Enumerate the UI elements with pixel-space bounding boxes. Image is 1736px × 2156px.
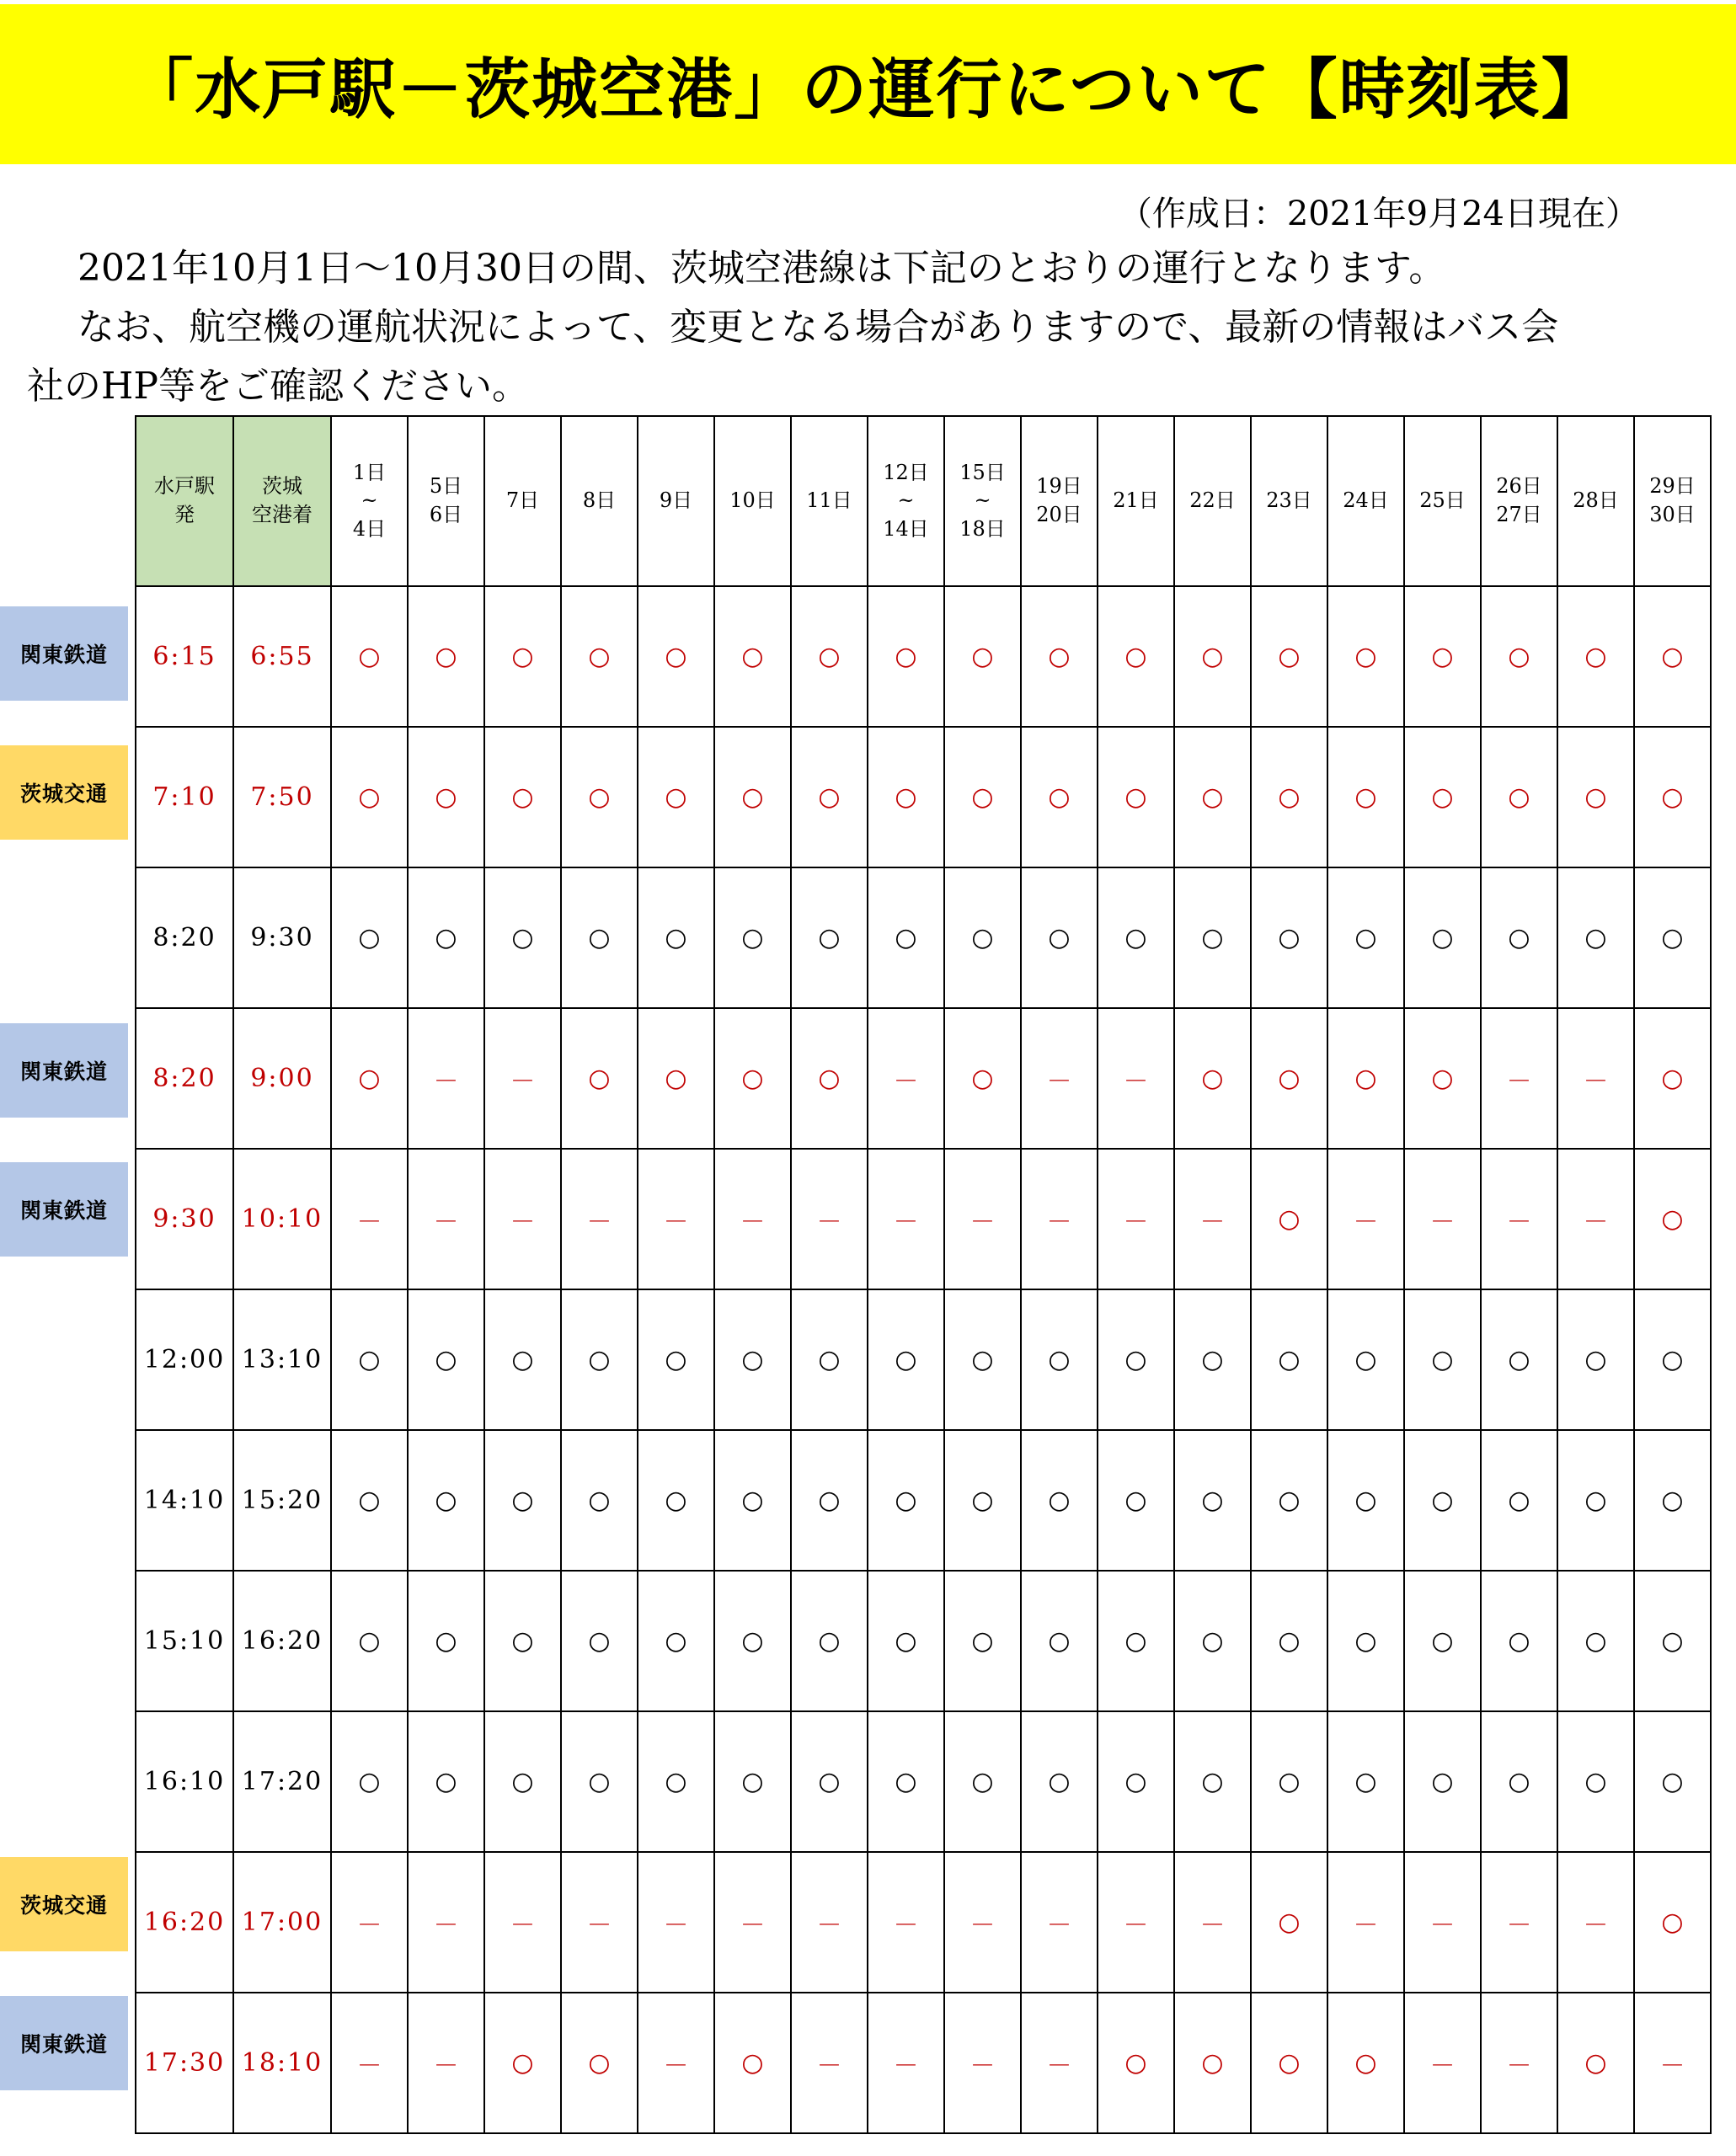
date-header (408, 416, 484, 586)
date-header-line: 8日 (582, 488, 617, 513)
timetable-row (136, 1430, 1711, 1571)
date-header-line: 4日 (352, 516, 387, 541)
operating-mark: ○ (791, 727, 868, 867)
operating-mark: ○ (561, 727, 638, 867)
operator-label: 関東鉄道 (0, 1023, 128, 1118)
date-header-line: 6日 (429, 503, 463, 526)
date-header-line: 12日 (883, 460, 929, 484)
depart-header-line-2: 発 (174, 503, 195, 526)
operating-mark: ○ (1174, 586, 1251, 727)
not-operating-mark: － (1557, 1149, 1634, 1289)
operating-mark: ○ (868, 1430, 944, 1571)
operating-mark: ○ (1251, 1711, 1327, 1852)
date-header-line: 25日 (1419, 488, 1466, 513)
operating-mark: ○ (1098, 1289, 1174, 1430)
not-operating-mark: － (638, 1852, 714, 1993)
date-header (484, 416, 561, 586)
operating-mark: ○ (1557, 1289, 1634, 1430)
not-operating-mark: － (1021, 1993, 1098, 2133)
depart-time: 16:20 (136, 1852, 233, 1993)
operating-mark: ○ (1174, 1711, 1251, 1852)
operating-mark: ○ (561, 1289, 638, 1430)
operating-mark: ○ (791, 1008, 868, 1149)
not-operating-mark: － (1481, 1008, 1557, 1149)
operating-mark: ○ (1481, 1571, 1557, 1711)
operating-mark: ○ (638, 1430, 714, 1571)
operating-mark: ○ (1327, 867, 1404, 1008)
date-header-line: 10日 (729, 488, 776, 513)
operating-mark: ○ (714, 1711, 791, 1852)
operating-mark: ○ (944, 1571, 1021, 1711)
arrive-header (233, 416, 331, 586)
operating-mark: ○ (1634, 1852, 1711, 1993)
operating-mark: ○ (1251, 586, 1327, 727)
date-header-line: 28日 (1573, 488, 1619, 513)
not-operating-mark: － (638, 1993, 714, 2133)
operating-mark: ○ (868, 1571, 944, 1711)
operating-mark: ○ (1481, 727, 1557, 867)
operating-mark: ○ (714, 867, 791, 1008)
operating-mark: ○ (1251, 1008, 1327, 1149)
timetable (135, 415, 1712, 2134)
operating-mark: ○ (868, 727, 944, 867)
operating-mark: ○ (1174, 727, 1251, 867)
not-operating-mark: － (1481, 1993, 1557, 2133)
operating-mark: ○ (1021, 727, 1098, 867)
not-operating-mark: － (868, 1149, 944, 1289)
operating-mark: ○ (484, 1571, 561, 1711)
operating-mark: ○ (1557, 727, 1634, 867)
timetable-row (136, 1852, 1711, 1993)
timetable-row (136, 1289, 1711, 1430)
date-header-line: 22日 (1189, 488, 1236, 513)
date-header-line: 26日 (1496, 474, 1542, 499)
not-operating-mark: － (791, 1149, 868, 1289)
operating-mark: ○ (561, 1430, 638, 1571)
page-title: 「水戸駅－茨城空港」の運行について【時刻表】 (127, 52, 1609, 128)
timetable-row (136, 1008, 1711, 1149)
operating-mark: ○ (561, 586, 638, 727)
operating-mark: ○ (484, 867, 561, 1008)
operator-label: 関東鉄道 (0, 1162, 128, 1257)
operating-mark: ○ (408, 1430, 484, 1571)
date-header (944, 416, 1021, 586)
operator-label: 茨城交通 (0, 1857, 128, 1951)
operating-mark: ○ (1557, 867, 1634, 1008)
operating-mark: ○ (944, 1711, 1021, 1852)
operating-mark: ○ (1174, 1430, 1251, 1571)
depart-time: 8:20 (136, 1008, 233, 1149)
date-header-line: 21日 (1113, 488, 1159, 513)
arrive-time: 15:20 (233, 1430, 331, 1571)
operating-mark: ○ (638, 1008, 714, 1149)
operator-label: 関東鉄道 (0, 1996, 128, 2090)
not-operating-mark: － (714, 1149, 791, 1289)
operating-mark: ○ (714, 727, 791, 867)
operating-mark: ○ (791, 586, 868, 727)
date-header (714, 416, 791, 586)
operating-mark: ○ (1174, 1289, 1251, 1430)
operator-label: 茨城交通 (0, 745, 128, 840)
not-operating-mark: － (1021, 1008, 1098, 1149)
operating-mark: ○ (1481, 867, 1557, 1008)
not-operating-mark: － (561, 1852, 638, 1993)
operating-mark: ○ (944, 727, 1021, 867)
operating-mark: ○ (1251, 727, 1327, 867)
not-operating-mark: － (1557, 1852, 1634, 1993)
not-operating-mark: － (561, 1149, 638, 1289)
operating-mark: ○ (408, 586, 484, 727)
operating-mark: ○ (331, 1430, 408, 1571)
arrive-time: 9:30 (233, 867, 331, 1008)
not-operating-mark: － (1481, 1852, 1557, 1993)
operating-mark: ○ (1634, 1430, 1711, 1571)
operating-mark: ○ (1481, 1711, 1557, 1852)
notice-paragraph-3: 社のHP等をご確認ください。 (27, 365, 529, 408)
title-banner (0, 4, 1736, 164)
date-header-line: 29日 (1649, 474, 1696, 499)
arrive-header-line-1: 茨城 (262, 474, 302, 499)
operating-mark: ○ (868, 1711, 944, 1852)
operating-mark: ○ (331, 1711, 408, 1852)
not-operating-mark: － (1634, 1993, 1711, 2133)
date-header-line: ~ (897, 488, 915, 513)
operating-mark: ○ (331, 727, 408, 867)
arrive-time: 9:00 (233, 1008, 331, 1149)
date-header-line: 24日 (1343, 488, 1389, 513)
operating-mark: ○ (638, 867, 714, 1008)
not-operating-mark: － (484, 1149, 561, 1289)
operating-mark: ○ (1634, 1289, 1711, 1430)
operating-mark: ○ (1557, 1993, 1634, 2133)
not-operating-mark: － (1404, 1149, 1481, 1289)
not-operating-mark: － (714, 1852, 791, 1993)
arrive-time: 18:10 (233, 1993, 331, 2133)
operating-mark: ○ (331, 1008, 408, 1149)
operating-mark: ○ (1481, 586, 1557, 727)
operating-mark: ○ (1251, 1430, 1327, 1571)
operating-mark: ○ (408, 727, 484, 867)
not-operating-mark: － (944, 1852, 1021, 1993)
operating-mark: ○ (1098, 867, 1174, 1008)
operating-mark: ○ (484, 1430, 561, 1571)
date-header (1404, 416, 1481, 586)
operating-mark: ○ (944, 1430, 1021, 1571)
date-header-line: 20日 (1036, 503, 1082, 526)
operating-mark: ○ (408, 867, 484, 1008)
not-operating-mark: － (868, 1993, 944, 2133)
not-operating-mark: － (408, 1993, 484, 2133)
operating-mark: ○ (1098, 586, 1174, 727)
operating-mark: ○ (1251, 1852, 1327, 1993)
operating-mark: ○ (1634, 1571, 1711, 1711)
operating-mark: ○ (1557, 1711, 1634, 1852)
operating-mark: ○ (331, 586, 408, 727)
not-operating-mark: － (1098, 1008, 1174, 1149)
operating-mark: ○ (408, 1711, 484, 1852)
operating-mark: ○ (1404, 1571, 1481, 1711)
not-operating-mark: － (1174, 1852, 1251, 1993)
operating-mark: ○ (791, 1430, 868, 1571)
operating-mark: ○ (1174, 1571, 1251, 1711)
depart-time: 9:30 (136, 1149, 233, 1289)
date-header (1174, 416, 1251, 586)
operating-mark: ○ (1021, 1571, 1098, 1711)
operating-mark: ○ (1557, 1430, 1634, 1571)
operating-mark: ○ (714, 1289, 791, 1430)
date-header-line: 5日 (429, 474, 463, 499)
operating-mark: ○ (561, 1993, 638, 2133)
date-header-line: 30日 (1649, 503, 1696, 526)
operating-mark: ○ (868, 586, 944, 727)
operating-mark: ○ (1404, 1289, 1481, 1430)
operating-mark: ○ (791, 1571, 868, 1711)
operating-mark: ○ (1404, 1430, 1481, 1571)
operating-mark: ○ (331, 1571, 408, 1711)
not-operating-mark: － (408, 1852, 484, 1993)
operating-mark: ○ (1251, 1571, 1327, 1711)
operating-mark: ○ (1404, 586, 1481, 727)
not-operating-mark: － (1481, 1149, 1557, 1289)
operating-mark: ○ (1634, 867, 1711, 1008)
operating-mark: ○ (714, 586, 791, 727)
operating-mark: ○ (1021, 1430, 1098, 1571)
operating-mark: ○ (1098, 1430, 1174, 1571)
operating-mark: ○ (1251, 1993, 1327, 2133)
not-operating-mark: － (1327, 1852, 1404, 1993)
operating-mark: ○ (1557, 1571, 1634, 1711)
date-header-line: 23日 (1266, 488, 1312, 513)
timetable-row (136, 586, 1711, 727)
operating-mark: ○ (1634, 1711, 1711, 1852)
not-operating-mark: － (484, 1008, 561, 1149)
operating-mark: ○ (1174, 1008, 1251, 1149)
depart-header-line-1: 水戸駅 (154, 474, 215, 499)
not-operating-mark: － (1404, 1852, 1481, 1993)
operating-mark: ○ (791, 867, 868, 1008)
not-operating-mark: － (1021, 1852, 1098, 1993)
date-header (1251, 416, 1327, 586)
operating-mark: ○ (484, 1289, 561, 1430)
operating-mark: ○ (638, 1711, 714, 1852)
operating-mark: ○ (1251, 1289, 1327, 1430)
depart-time: 6:15 (136, 586, 233, 727)
not-operating-mark: － (1098, 1149, 1174, 1289)
operating-mark: ○ (714, 1430, 791, 1571)
operating-mark: ○ (1021, 867, 1098, 1008)
operating-mark: ○ (1327, 1008, 1404, 1149)
date-header (331, 416, 408, 586)
timetable-row (136, 867, 1711, 1008)
not-operating-mark: － (1174, 1149, 1251, 1289)
not-operating-mark: － (1557, 1008, 1634, 1149)
date-header (638, 416, 714, 586)
operating-mark: ○ (1174, 867, 1251, 1008)
arrive-time: 17:20 (233, 1711, 331, 1852)
not-operating-mark: － (791, 1993, 868, 2133)
operating-mark: ○ (1021, 586, 1098, 727)
timetable-row (136, 1149, 1711, 1289)
date-header (1098, 416, 1174, 586)
not-operating-mark: － (791, 1852, 868, 1993)
not-operating-mark: － (331, 1149, 408, 1289)
depart-time: 7:10 (136, 727, 233, 867)
operating-mark: ○ (714, 1571, 791, 1711)
operating-mark: ○ (1327, 586, 1404, 727)
date-header (1481, 416, 1557, 586)
operating-mark: ○ (1327, 1993, 1404, 2133)
operating-mark: ○ (1634, 1149, 1711, 1289)
depart-time: 12:00 (136, 1289, 233, 1430)
not-operating-mark: － (331, 1852, 408, 1993)
operating-mark: ○ (1098, 1711, 1174, 1852)
operating-mark: ○ (484, 1711, 561, 1852)
operating-mark: ○ (791, 1289, 868, 1430)
operating-mark: ○ (484, 727, 561, 867)
arrive-time: 6:55 (233, 586, 331, 727)
operating-mark: ○ (561, 1571, 638, 1711)
operating-mark: ○ (1404, 867, 1481, 1008)
date-header (561, 416, 638, 586)
created-date: （作成日：2021年9月24日現在） (1118, 195, 1639, 233)
date-header-line: ~ (361, 488, 378, 513)
date-header-line: 15日 (959, 460, 1006, 484)
not-operating-mark: － (1098, 1852, 1174, 1993)
date-header-line: 9日 (659, 488, 693, 513)
operating-mark: ○ (944, 1008, 1021, 1149)
timetable-row (136, 1993, 1711, 2133)
operating-mark: ○ (1327, 1711, 1404, 1852)
date-header (1327, 416, 1404, 586)
operating-mark: ○ (1174, 1993, 1251, 2133)
date-header-line: 14日 (883, 516, 929, 541)
arrive-time: 17:00 (233, 1852, 331, 1993)
operating-mark: ○ (1021, 1289, 1098, 1430)
operating-mark: ○ (944, 867, 1021, 1008)
operating-mark: ○ (1404, 1711, 1481, 1852)
not-operating-mark: － (484, 1852, 561, 1993)
timetable-row (136, 1571, 1711, 1711)
operating-mark: ○ (1098, 1571, 1174, 1711)
not-operating-mark: － (331, 1993, 408, 2133)
operating-mark: ○ (1327, 727, 1404, 867)
operating-mark: ○ (1557, 586, 1634, 727)
operating-mark: ○ (484, 1993, 561, 2133)
date-header-line: 27日 (1496, 503, 1542, 526)
date-header-line: 7日 (505, 488, 540, 513)
operating-mark: ○ (484, 586, 561, 727)
not-operating-mark: － (1404, 1993, 1481, 2133)
depart-time: 16:10 (136, 1711, 233, 1852)
operator-label: 関東鉄道 (0, 606, 128, 701)
date-header (868, 416, 944, 586)
date-header (1021, 416, 1098, 586)
not-operating-mark: － (1327, 1149, 1404, 1289)
operating-mark: ○ (408, 1289, 484, 1430)
operating-mark: ○ (1251, 1149, 1327, 1289)
operating-mark: ○ (561, 1711, 638, 1852)
date-header-line: 19日 (1036, 474, 1082, 499)
operating-mark: ○ (331, 867, 408, 1008)
not-operating-mark: － (868, 1008, 944, 1149)
arrive-time: 16:20 (233, 1571, 331, 1711)
operating-mark: ○ (1251, 867, 1327, 1008)
operating-mark: ○ (1021, 1711, 1098, 1852)
depart-time: 15:10 (136, 1571, 233, 1711)
notice-paragraph-1: 2021年10月1日～10月30日の間、茨城空港線は下記のとおりの運行となります。 (77, 247, 1446, 290)
not-operating-mark: － (1021, 1149, 1098, 1289)
operating-mark: ○ (1327, 1289, 1404, 1430)
not-operating-mark: － (408, 1008, 484, 1149)
not-operating-mark: － (408, 1149, 484, 1289)
depart-time: 17:30 (136, 1993, 233, 2133)
date-header-line: ~ (974, 488, 991, 513)
not-operating-mark: － (868, 1852, 944, 1993)
depart-time: 8:20 (136, 867, 233, 1008)
operating-mark: ○ (868, 1289, 944, 1430)
operating-mark: ○ (1634, 586, 1711, 727)
timetable-header-row (136, 416, 1711, 586)
timetable-row (136, 727, 1711, 867)
depart-header (136, 416, 233, 586)
arrive-time: 10:10 (233, 1149, 331, 1289)
arrive-header-line-2: 空港着 (252, 503, 312, 526)
arrive-time: 13:10 (233, 1289, 331, 1430)
operating-mark: ○ (1327, 1430, 1404, 1571)
not-operating-mark: － (944, 1149, 1021, 1289)
timetable-row (136, 1711, 1711, 1852)
operating-mark: ○ (331, 1289, 408, 1430)
operating-mark: ○ (1481, 1289, 1557, 1430)
operating-mark: ○ (1634, 1008, 1711, 1149)
depart-time: 14:10 (136, 1430, 233, 1571)
operating-mark: ○ (1634, 727, 1711, 867)
date-header-line: 18日 (959, 516, 1006, 541)
date-header (1557, 416, 1634, 586)
operating-mark: ○ (638, 1289, 714, 1430)
operating-mark: ○ (1098, 727, 1174, 867)
operating-mark: ○ (561, 1008, 638, 1149)
date-header-line: 1日 (352, 460, 387, 484)
operating-mark: ○ (714, 1008, 791, 1149)
operating-mark: ○ (638, 586, 714, 727)
date-header-line: 11日 (806, 488, 852, 513)
operating-mark: ○ (944, 586, 1021, 727)
operating-mark: ○ (944, 1289, 1021, 1430)
operating-mark: ○ (1481, 1430, 1557, 1571)
operating-mark: ○ (1327, 1571, 1404, 1711)
operating-mark: ○ (868, 867, 944, 1008)
operating-mark: ○ (714, 1993, 791, 2133)
notice-paragraph-2: なお、航空機の運航状況によって、変更となる場合がありますので、最新の情報はバス会 (77, 306, 1559, 349)
operating-mark: ○ (1098, 1993, 1174, 2133)
date-header (1634, 416, 1711, 586)
operating-mark: ○ (561, 867, 638, 1008)
operating-mark: ○ (1404, 1008, 1481, 1149)
date-header (791, 416, 868, 586)
not-operating-mark: － (944, 1993, 1021, 2133)
arrive-time: 7:50 (233, 727, 331, 867)
operating-mark: ○ (638, 727, 714, 867)
operating-mark: ○ (791, 1711, 868, 1852)
operating-mark: ○ (408, 1571, 484, 1711)
operating-mark: ○ (1404, 727, 1481, 867)
not-operating-mark: － (638, 1149, 714, 1289)
operating-mark: ○ (638, 1571, 714, 1711)
